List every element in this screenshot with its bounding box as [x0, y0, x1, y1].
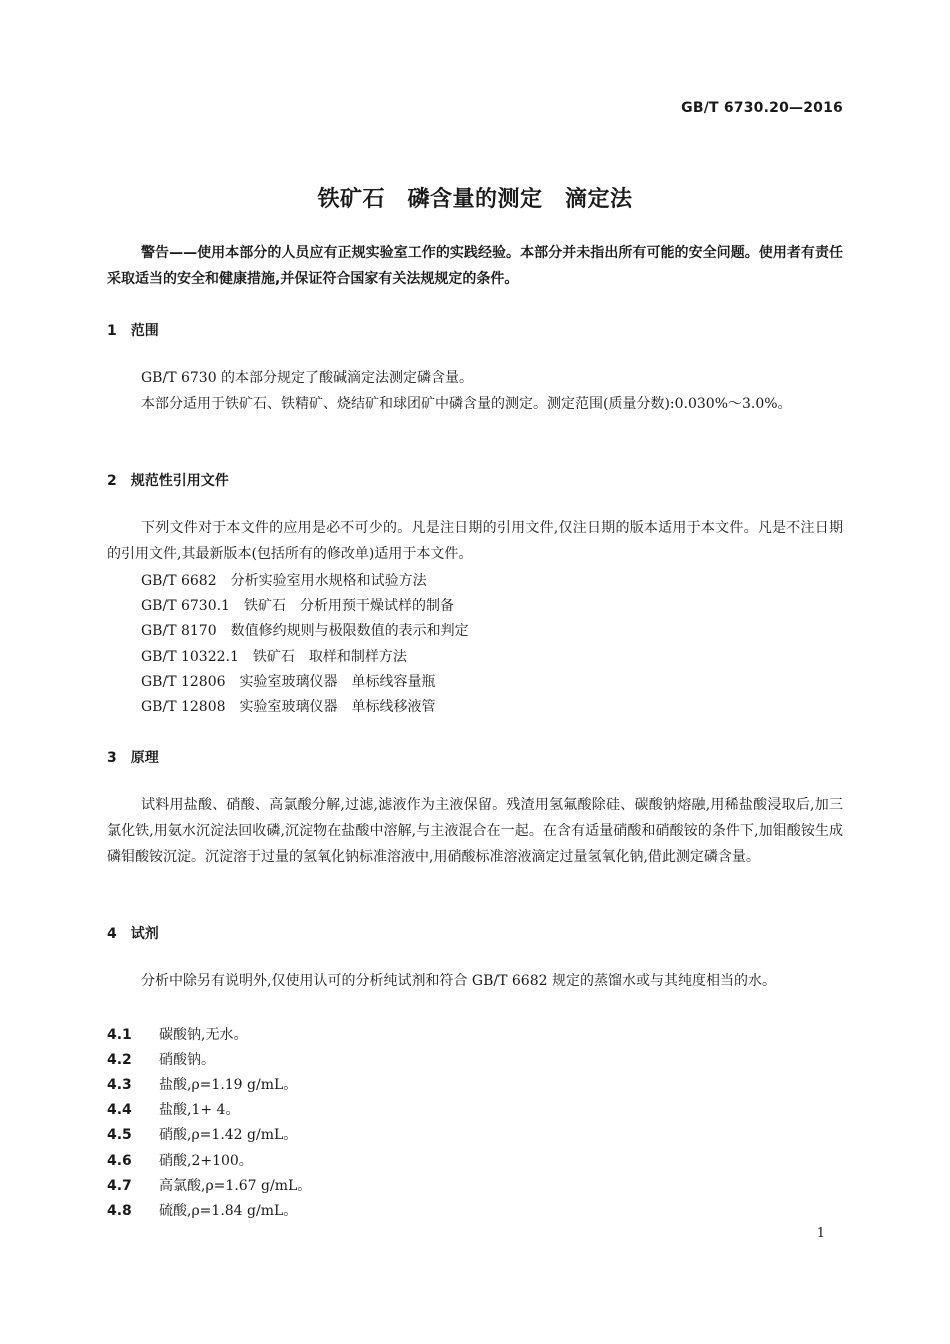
section-3-heading: 3 原理 — [107, 750, 159, 766]
reference-item: GB/T 6682 分析实验室用水规格和试验方法 — [141, 573, 427, 589]
reagent-text: 盐酸,1+ 4。 — [159, 1102, 240, 1118]
standard-code: GB/T 6730.20—2016 — [681, 100, 843, 116]
reference-item: GB/T 12806 实验室玻璃仪器 单标线容量瓶 — [141, 674, 436, 690]
reference-item: GB/T 6730.1 铁矿石 分析用预干燥试样的制备 — [141, 598, 454, 614]
reagent-number: 4.3 — [107, 1077, 132, 1093]
reagent-text: 高氯酸,ρ=1.67 g/mL。 — [159, 1178, 312, 1194]
reagent-text: 硫酸,ρ=1.84 g/mL。 — [159, 1203, 298, 1219]
reagent-text: 碳酸钠,无水。 — [159, 1027, 248, 1043]
reference-item: GB/T 8170 数值修约规则与极限数值的表示和判定 — [141, 623, 469, 639]
reagent-item — [107, 1124, 297, 1144]
reagent-text: 硝酸钠。 — [159, 1052, 215, 1068]
section-3-paragraph: 试料用盐酸、硝酸、高氯酸分解,过滤,滤液作为主液保留。残渣用氢氟酸除硅、碳酸钠熔融,用稀盐酸浸取后,加三氯化铁,用氨水沉淀法回收磷,沉淀物在盐酸中溶解,与主液混合在一起。在含有适量硝酸和硝酸铵的条件下,加钼酸铵生成磷钼酸铵沉淀。沉淀溶于过量的氢氧化钠标准溶液中,用硝酸标准溶液滴定过量氢氧化钠,借此测定磷含量。 — [107, 797, 843, 865]
section-1-heading: 1 范围 — [107, 323, 159, 339]
reagent-number: 4.1 — [107, 1027, 132, 1043]
section-4-intro: 分析中除另有说明外,仅使用认可的分析纯试剂和符合 GB/T 6682 规定的蒸馏水或与其纯度相当的水。 — [141, 973, 776, 989]
reagent-item — [107, 1099, 239, 1119]
reagent-number: 4.4 — [107, 1102, 132, 1118]
reagent-number: 4.7 — [107, 1178, 132, 1194]
page-number: 1 — [816, 1226, 825, 1241]
reagent-item — [107, 1049, 215, 1069]
reagent-item — [107, 1200, 297, 1220]
reagent-item — [107, 1175, 311, 1195]
reagent-item — [107, 1024, 247, 1044]
reagent-item — [107, 1074, 297, 1094]
reagent-item — [107, 1150, 253, 1170]
reference-item: GB/T 12808 实验室玻璃仪器 单标线移液管 — [141, 699, 436, 715]
reagent-number: 4.8 — [107, 1203, 132, 1219]
reagent-text: 硝酸,ρ=1.42 g/mL。 — [159, 1127, 298, 1143]
reagent-number: 4.5 — [107, 1127, 132, 1143]
reference-item: GB/T 10322.1 铁矿石 取样和制样方法 — [141, 649, 407, 665]
reagent-text: 盐酸,ρ=1.19 g/mL。 — [159, 1077, 298, 1093]
section-1-paragraph: 本部分适用于铁矿石、铁精矿、烧结矿和球团矿中磷含量的测定。测定范围(质量分数):0.030%～3.0%。 — [141, 396, 792, 412]
reagent-text: 硝酸,2+100。 — [159, 1153, 253, 1169]
section-4-heading: 4 试剂 — [107, 926, 159, 942]
warning-paragraph: 警告——使用本部分的人员应有正规实验室工作的实践经验。本部分并未指出所有可能的安全问题。使用者有责任采取适当的安全和健康措施,并保证符合国家有关法规规定的条件。 — [107, 245, 843, 287]
document-title: 铁矿石 磷含量的测定 滴定法 — [317, 187, 633, 212]
section-1-paragraph: GB/T 6730 的本部分规定了酸碱滴定法测定磷含量。 — [141, 370, 474, 386]
section-2-heading: 2 规范性引用文件 — [107, 473, 229, 489]
reagent-number: 4.6 — [107, 1153, 132, 1169]
section-2-intro: 下列文件对于本文件的应用是必不可少的。凡是注日期的引用文件,仅注日期的版本适用于本文件。凡是不注日期的引用文件,其最新版本(包括所有的修改单)适用于本文件。 — [107, 520, 843, 562]
reagent-number: 4.2 — [107, 1052, 132, 1068]
